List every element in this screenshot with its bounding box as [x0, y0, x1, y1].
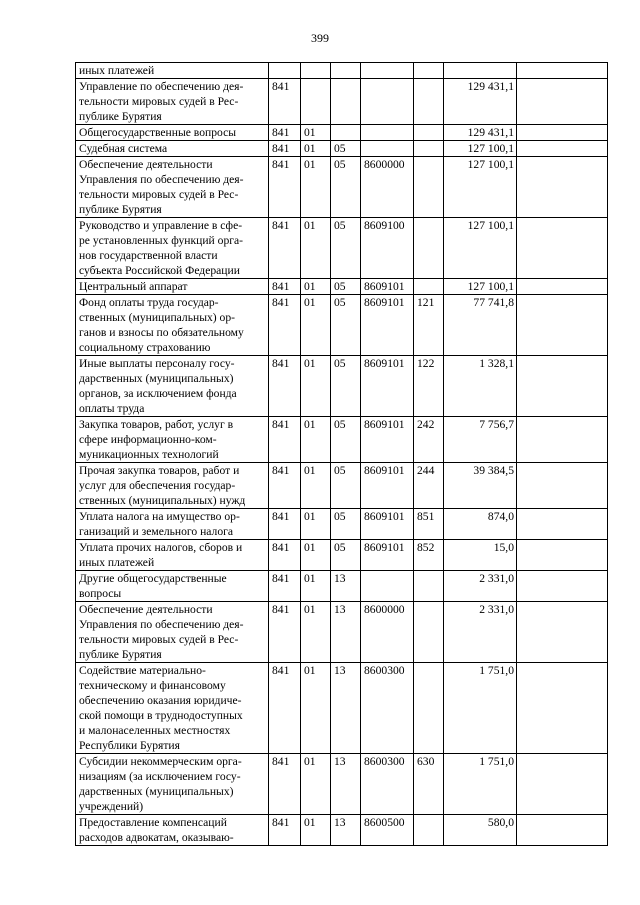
- amount-cell: 129 431,1: [444, 79, 517, 125]
- name-line: дарственных (муниципальных): [79, 785, 234, 798]
- name-line: Управление по обеспечению дея-: [79, 80, 244, 93]
- target-article-cell: [361, 571, 414, 602]
- empty-cell: [517, 279, 608, 295]
- name-line: Управления по обеспечению дея-: [79, 173, 244, 186]
- subsection-cell: 05: [331, 295, 361, 356]
- section-cell: 01: [301, 463, 331, 509]
- row-name-cell: [76, 356, 269, 417]
- target-article-cell: 8609101: [361, 540, 414, 571]
- name-line: публике Бурятия: [79, 648, 162, 661]
- row-name-cell: [76, 125, 269, 141]
- name-line: Другие общегосударственные: [79, 572, 227, 585]
- row-name-cell: [76, 509, 269, 540]
- name-line: субъекта Российской Федерации: [79, 264, 240, 277]
- empty-cell: [517, 754, 608, 815]
- ved-cell: 841: [269, 754, 301, 815]
- target-article-cell: [361, 79, 414, 125]
- table-row: [76, 141, 608, 157]
- section-cell: 01: [301, 663, 331, 754]
- section-cell: 01: [301, 157, 331, 218]
- empty-cell: [517, 571, 608, 602]
- ved-cell: 841: [269, 218, 301, 279]
- expense-type-cell: [414, 571, 444, 602]
- row-name-cell: [76, 571, 269, 602]
- section-cell: 01: [301, 602, 331, 663]
- name-line: Субсидии некоммерческим орга-: [79, 755, 242, 768]
- row-name-cell: [76, 540, 269, 571]
- subsection-cell: 05: [331, 356, 361, 417]
- amount-cell: 1 751,0: [444, 663, 517, 754]
- ved-cell: 841: [269, 571, 301, 602]
- target-article-cell: 8600500: [361, 815, 414, 846]
- amount-cell: 127 100,1: [444, 279, 517, 295]
- expense-type-cell: [414, 141, 444, 157]
- section-cell: [301, 63, 331, 79]
- expense-type-cell: 630: [414, 754, 444, 815]
- name-line: Содействие материально-: [79, 664, 206, 677]
- empty-cell: [517, 815, 608, 846]
- subsection-cell: 13: [331, 602, 361, 663]
- empty-cell: [517, 141, 608, 157]
- section-cell: 01: [301, 540, 331, 571]
- subsection-cell: 05: [331, 218, 361, 279]
- name-line: органов, за исключением фонда: [79, 387, 237, 400]
- section-cell: 01: [301, 141, 331, 157]
- name-line: Уплата налога на имущество ор-: [79, 510, 240, 523]
- amount-cell: 1 751,0: [444, 754, 517, 815]
- name-line: иных платежей: [79, 556, 155, 569]
- name-line: оплаты труда: [79, 402, 145, 415]
- expense-type-cell: 122: [414, 356, 444, 417]
- target-article-cell: [361, 125, 414, 141]
- table-row: [76, 754, 608, 815]
- name-line: ганизаций и земельного налога: [79, 525, 234, 538]
- page-number: 399: [311, 31, 329, 45]
- expense-type-cell: 851: [414, 509, 444, 540]
- table-row: [76, 417, 608, 463]
- table-row: [76, 356, 608, 417]
- section-cell: 01: [301, 295, 331, 356]
- name-line: социальному страхованию: [79, 341, 211, 354]
- ved-cell: 841: [269, 509, 301, 540]
- table-row: [76, 509, 608, 540]
- budget-table: [75, 62, 608, 846]
- amount-cell: 874,0: [444, 509, 517, 540]
- section-cell: 01: [301, 754, 331, 815]
- name-line: учреждений): [79, 800, 144, 813]
- table-row: [76, 125, 608, 141]
- subsection-cell: 05: [331, 141, 361, 157]
- target-article-cell: 8600300: [361, 663, 414, 754]
- subsection-cell: 05: [331, 279, 361, 295]
- ved-cell: 841: [269, 663, 301, 754]
- table-row: [76, 815, 608, 846]
- expense-type-cell: 121: [414, 295, 444, 356]
- empty-cell: [517, 602, 608, 663]
- table-row: [76, 463, 608, 509]
- amount-cell: 580,0: [444, 815, 517, 846]
- name-line: ре установленных функций орга-: [79, 234, 244, 247]
- subsection-cell: 05: [331, 463, 361, 509]
- subsection-cell: [331, 63, 361, 79]
- subsection-cell: 13: [331, 663, 361, 754]
- amount-cell: 127 100,1: [444, 157, 517, 218]
- name-line: Республики Бурятия: [79, 739, 180, 752]
- subsection-cell: [331, 79, 361, 125]
- name-line: Центральный аппарат: [79, 280, 188, 293]
- table-row: [76, 571, 608, 602]
- expense-type-cell: [414, 602, 444, 663]
- expense-type-cell: [414, 663, 444, 754]
- row-name-cell: [76, 295, 269, 356]
- ved-cell: 841: [269, 356, 301, 417]
- expense-type-cell: [414, 63, 444, 79]
- ved-cell: 841: [269, 125, 301, 141]
- ved-cell: 841: [269, 79, 301, 125]
- row-name-cell: [76, 279, 269, 295]
- empty-cell: [517, 663, 608, 754]
- name-line: ганов и взносы по обязательному: [79, 326, 244, 339]
- empty-cell: [517, 125, 608, 141]
- name-line: услуг для обеспечения государ-: [79, 479, 236, 492]
- section-cell: 01: [301, 279, 331, 295]
- ved-cell: 841: [269, 602, 301, 663]
- name-line: Обеспечение деятельности: [79, 158, 213, 171]
- table-body: [76, 63, 608, 846]
- amount-cell: 7 756,7: [444, 417, 517, 463]
- name-line: иных платежей: [79, 64, 155, 77]
- name-line: тельности мировых судей в Рес-: [79, 633, 239, 646]
- name-line: Прочая закупка товаров, работ и: [79, 464, 240, 477]
- row-name-cell: [76, 754, 269, 815]
- amount-cell: 129 431,1: [444, 125, 517, 141]
- name-line: Обеспечение деятельности: [79, 603, 213, 616]
- section-cell: 01: [301, 125, 331, 141]
- target-article-cell: 8609101: [361, 279, 414, 295]
- empty-cell: [517, 63, 608, 79]
- name-line: обеспечению оказания юридиче-: [79, 694, 242, 707]
- row-name-cell: [76, 141, 269, 157]
- name-line: ственных (муниципальных) ор-: [79, 311, 236, 324]
- section-cell: 01: [301, 218, 331, 279]
- subsection-cell: 05: [331, 509, 361, 540]
- name-line: тельности мировых судей в Рес-: [79, 95, 239, 108]
- section-cell: 01: [301, 356, 331, 417]
- section-cell: 01: [301, 815, 331, 846]
- name-line: ственных (муниципальных) нужд: [79, 494, 246, 507]
- target-article-cell: 8600000: [361, 157, 414, 218]
- name-line: Судебная система: [79, 142, 168, 155]
- expense-type-cell: 852: [414, 540, 444, 571]
- row-name-cell: [76, 463, 269, 509]
- empty-cell: [517, 356, 608, 417]
- name-line: вопросы: [79, 587, 122, 600]
- empty-cell: [517, 540, 608, 571]
- row-name-cell: [76, 417, 269, 463]
- target-article-cell: 8609101: [361, 463, 414, 509]
- expense-type-cell: [414, 218, 444, 279]
- subsection-cell: 05: [331, 417, 361, 463]
- empty-cell: [517, 157, 608, 218]
- name-line: техническому и финансовому: [79, 679, 226, 692]
- name-line: нов государственной власти: [79, 249, 218, 262]
- expense-type-cell: [414, 79, 444, 125]
- table-row: [76, 663, 608, 754]
- row-name-cell: [76, 63, 269, 79]
- target-article-cell: 8600300: [361, 754, 414, 815]
- empty-cell: [517, 417, 608, 463]
- section-cell: 01: [301, 571, 331, 602]
- section-cell: 01: [301, 509, 331, 540]
- table-row: [76, 295, 608, 356]
- amount-cell: 1 328,1: [444, 356, 517, 417]
- ved-cell: 841: [269, 815, 301, 846]
- ved-cell: 841: [269, 157, 301, 218]
- expense-type-cell: 244: [414, 463, 444, 509]
- target-article-cell: 8609101: [361, 356, 414, 417]
- ved-cell: [269, 63, 301, 79]
- expense-type-cell: [414, 815, 444, 846]
- row-name-cell: [76, 157, 269, 218]
- name-line: публике Бурятия: [79, 110, 162, 123]
- name-line: и малонаселенных местностях: [79, 724, 231, 737]
- target-article-cell: 8609101: [361, 417, 414, 463]
- target-article-cell: [361, 141, 414, 157]
- subsection-cell: 05: [331, 157, 361, 218]
- name-line: Управления по обеспечению дея-: [79, 618, 244, 631]
- table-row: [76, 279, 608, 295]
- subsection-cell: 13: [331, 815, 361, 846]
- target-article-cell: 8609101: [361, 509, 414, 540]
- name-line: Общегосударственные вопросы: [79, 126, 237, 139]
- amount-cell: 127 100,1: [444, 141, 517, 157]
- table-row: [76, 157, 608, 218]
- target-article-cell: [361, 63, 414, 79]
- table-row: [76, 602, 608, 663]
- table-row: [76, 540, 608, 571]
- name-line: дарственных (муниципальных): [79, 372, 234, 385]
- row-name-cell: [76, 815, 269, 846]
- name-line: Фонд оплаты труда государ-: [79, 296, 219, 309]
- name-line: Закупка товаров, работ, услуг в: [79, 418, 234, 431]
- expense-type-cell: [414, 125, 444, 141]
- empty-cell: [517, 295, 608, 356]
- name-line: ской помощи в труднодоступных: [79, 709, 243, 722]
- target-article-cell: 8609100: [361, 218, 414, 279]
- name-line: расходов адвокатам, оказываю-: [79, 831, 234, 844]
- name-line: сфере информационно-ком-: [79, 433, 217, 446]
- target-article-cell: 8600000: [361, 602, 414, 663]
- expense-type-cell: [414, 157, 444, 218]
- ved-cell: 841: [269, 463, 301, 509]
- name-line: Предоставление компенсаций: [79, 816, 227, 829]
- ved-cell: 841: [269, 540, 301, 571]
- name-line: низациям (за исключением госу-: [79, 770, 241, 783]
- target-article-cell: 8609101: [361, 295, 414, 356]
- expense-type-cell: 242: [414, 417, 444, 463]
- row-name-cell: [76, 602, 269, 663]
- row-name-cell: [76, 218, 269, 279]
- empty-cell: [517, 509, 608, 540]
- amount-cell: 2 331,0: [444, 571, 517, 602]
- row-name-cell: [76, 79, 269, 125]
- table-row: [76, 79, 608, 125]
- subsection-cell: 13: [331, 754, 361, 815]
- name-line: Руководство и управление в сфе-: [79, 219, 243, 232]
- ved-cell: 841: [269, 279, 301, 295]
- section-cell: [301, 79, 331, 125]
- name-line: Иные выплаты персоналу госу-: [79, 357, 235, 370]
- ved-cell: 841: [269, 417, 301, 463]
- empty-cell: [517, 218, 608, 279]
- table-row: [76, 218, 608, 279]
- name-line: тельности мировых судей в Рес-: [79, 188, 239, 201]
- table-row: [76, 63, 608, 79]
- ved-cell: 841: [269, 141, 301, 157]
- amount-cell: 2 331,0: [444, 602, 517, 663]
- empty-cell: [517, 79, 608, 125]
- subsection-cell: [331, 125, 361, 141]
- ved-cell: 841: [269, 295, 301, 356]
- name-line: муникационных технологий: [79, 448, 219, 461]
- expense-type-cell: [414, 279, 444, 295]
- amount-cell: 127 100,1: [444, 218, 517, 279]
- empty-cell: [517, 463, 608, 509]
- section-cell: 01: [301, 417, 331, 463]
- amount-cell: 15,0: [444, 540, 517, 571]
- row-name-cell: [76, 663, 269, 754]
- amount-cell: 39 384,5: [444, 463, 517, 509]
- subsection-cell: 05: [331, 540, 361, 571]
- amount-cell: 77 741,8: [444, 295, 517, 356]
- subsection-cell: 13: [331, 571, 361, 602]
- name-line: публике Бурятия: [79, 203, 162, 216]
- name-line: Уплата прочих налогов, сборов и: [79, 541, 243, 554]
- amount-cell: [444, 63, 517, 79]
